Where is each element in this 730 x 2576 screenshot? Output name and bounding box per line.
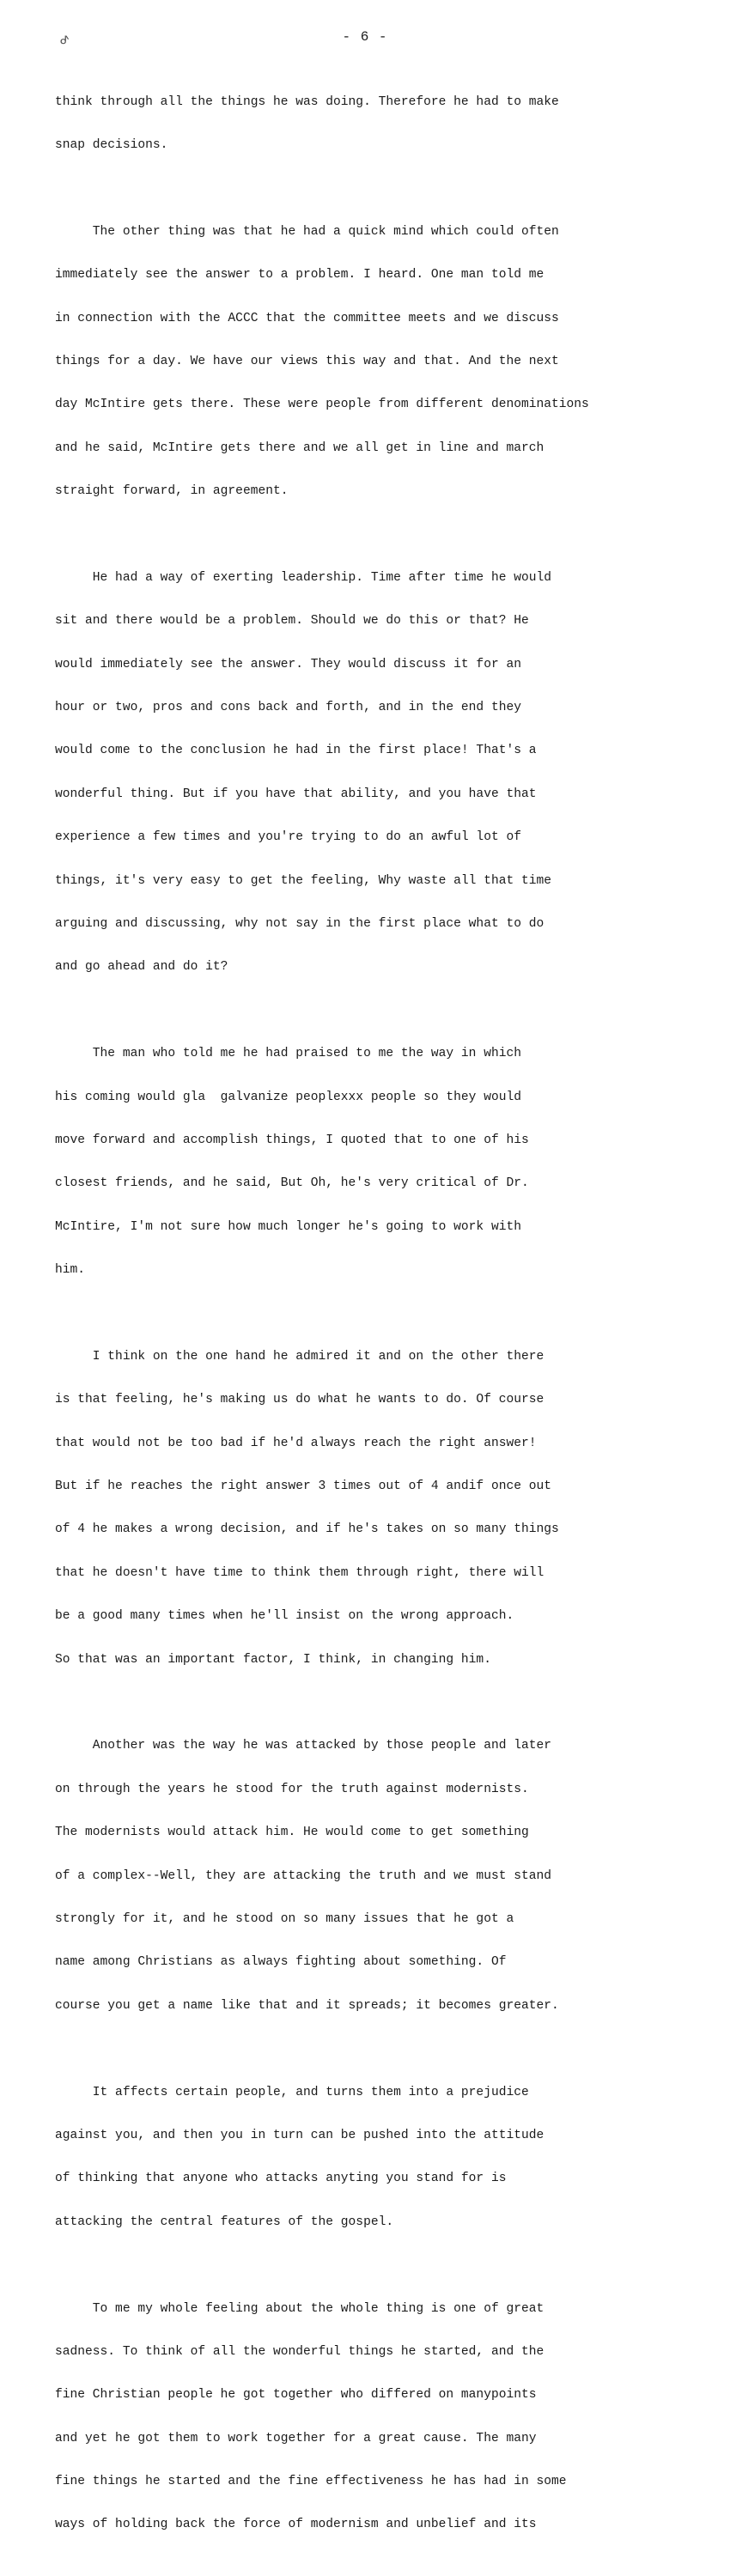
text-line: Another was the way he was attacked by those people and later	[55, 1739, 552, 1753]
text-line: fine Christian people he got together who differed on manypoints	[55, 2388, 537, 2403]
text-line: would come to the conclusion he had in the first place! That's a	[55, 744, 537, 758]
text-line: It affects certain people, and turns them into a prejudice	[55, 2085, 529, 2099]
text-line: on through the years he stood for the truth against modernists.	[55, 1782, 529, 1796]
text-line: But if he reaches the right answer 3 times out of 4 andif once out	[55, 1479, 552, 1494]
text-line: is that feeling, he's making us do what he wants to do. Of course	[55, 1393, 544, 1407]
text-line: things for a day. We have our views this way and that. And the next	[55, 354, 559, 368]
text-line: I think on the one hand he admired it and on the other there	[55, 1349, 544, 1364]
body-text	[55, 66, 716, 2576]
paragraph-7	[55, 2057, 716, 2258]
text-line: things, it's very easy to get the feeling, Why waste all that time	[55, 873, 552, 888]
paragraph-3	[55, 542, 716, 1004]
text-line: name among Christians as always fighting about something. Of	[55, 1955, 507, 1970]
text-line: strongly for it, and he stood on so many issues that he got a	[55, 1912, 514, 1926]
text-line: wonderful thing. But if you have that ability, and you have that	[55, 787, 537, 801]
text-line: ways of holding back the force of modernism and unbelief and its	[55, 2518, 537, 2532]
text-line: in connection with the ACCC that the committee meets and we discuss	[55, 311, 559, 325]
text-line: fine things he started and the fine effectiveness he has had in some	[55, 2475, 567, 2489]
text-line: and he said, McIntire gets there and we all get in line and march	[55, 440, 544, 455]
text-line: that would not be too bad if he'd always reach the right answer!	[55, 1436, 537, 1450]
text-line: snap decisions.	[55, 137, 168, 152]
text-line: The man who told me he had praised to me the way in which	[55, 1047, 521, 1061]
text-line: McIntire, I'm not sure how much longer he's going to work with	[55, 1219, 521, 1234]
text-line: experience a few times and you're trying to do an awful lot of	[55, 830, 521, 845]
text-line: of 4 he makes a wrong decision, and if he's takes on so many things	[55, 1522, 559, 1537]
paragraph-8	[55, 2273, 716, 2561]
text-line: and go ahead and do it?	[55, 960, 228, 975]
text-line: straight forward, in agreement.	[55, 484, 289, 499]
text-line: move forward and accomplish things, I quoted that to one of his	[55, 1133, 529, 1147]
text-line: his coming would gla galvanize peoplexxx people so they would	[55, 1090, 521, 1104]
text-line: immediately see the answer to a problem. I heard. One man told me	[55, 268, 544, 283]
text-line: sit and there would be a problem. Should we do this or that? He	[55, 614, 529, 629]
paragraph-2	[55, 196, 716, 527]
text-line: sadness. To think of all the wonderful things he started, and the	[55, 2344, 544, 2359]
paragraph-1	[55, 66, 716, 181]
text-line: that he doesn't have time to think them through right, there will	[55, 1565, 544, 1580]
text-line: He had a way of exerting leadership. Time after time he would	[55, 570, 552, 585]
text-line: and yet he got them to work together for a great cause. The many	[55, 2431, 537, 2445]
text-line: him.	[55, 1263, 86, 1278]
text-line: hour or two, pros and cons back and forth, and in the end they	[55, 701, 521, 715]
paragraph-5	[55, 1321, 716, 1696]
text-line: be a good many times when he'll insist on the wrong approach.	[55, 1609, 514, 1624]
margin-mark: ᕷ	[60, 34, 70, 47]
text-line: against you, and then you in turn can be pushed into the attitude	[55, 2128, 544, 2142]
text-line: course you get a name like that and it spreads; it becomes greater.	[55, 1998, 559, 2013]
paragraph-4	[55, 1018, 716, 1307]
text-line: The modernists would attack him. He would come to get something	[55, 1826, 529, 1840]
text-line: day McIntire gets there. These were people from different denominations	[55, 398, 589, 412]
text-line: closest friends, and he said, But Oh, he's very critical of Dr.	[55, 1176, 529, 1191]
text-line: would immediately see the answer. They would discuss it for an	[55, 657, 521, 671]
text-line: attacking the central features of the gospel.	[55, 2215, 394, 2229]
text-line: So that was an important factor, I think, in changing him.	[55, 1652, 491, 1667]
text-line: think through all the things he was doing. Therefore he had to make	[55, 94, 559, 109]
text-line: To me my whole feeling about the whole thing is one of great	[55, 2301, 544, 2316]
paragraph-6	[55, 1710, 716, 2042]
text-line: of thinking that anyone who attacks anyting you stand for is	[55, 2172, 507, 2186]
text-line: of a complex--Well, they are attacking the truth and we must stand	[55, 1868, 552, 1883]
text-line: arguing and discussing, why not say in the first place what to do	[55, 917, 544, 932]
page-number: - 6 -	[342, 29, 388, 45]
text-line: The other thing was that he had a quick mind which could often	[55, 224, 559, 239]
